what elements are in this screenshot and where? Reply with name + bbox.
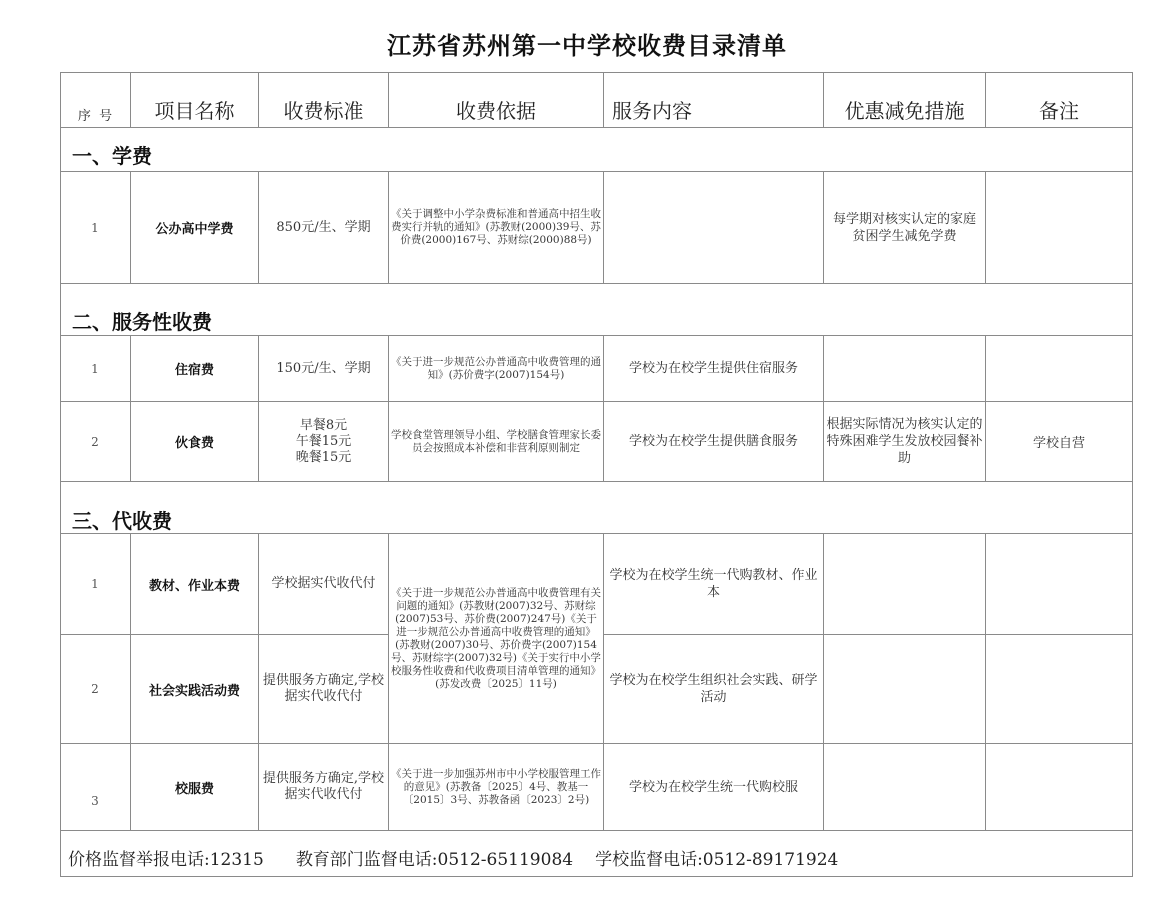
header-discount: 优惠减免措施 bbox=[844, 99, 965, 123]
row-seq: 2 bbox=[91, 682, 99, 696]
row-remark bbox=[986, 635, 1132, 743]
section-title-tuition: 一、学费 bbox=[72, 144, 152, 168]
row-discount bbox=[824, 635, 985, 743]
row-service: 学校为在校学生组织社会实践、研学活动 bbox=[609, 673, 818, 705]
row-service: 学校为在校学生统一代购校服 bbox=[628, 779, 798, 795]
row-discount bbox=[824, 336, 985, 401]
row-fee-standard: 提供服务方确定,学校据实代收代付 bbox=[262, 771, 385, 802]
row-discount bbox=[824, 744, 985, 830]
row-discount: 每学期对核实认定的家庭贫困学生减免学费 bbox=[832, 211, 976, 244]
row-remark bbox=[986, 336, 1132, 401]
row-item-name: 教材、作业本费 bbox=[148, 578, 240, 594]
row-fee-basis: 《关于调整中小学杂费标准和普通高中招生收费实行并轨的通知》(苏教财(2000)39号、苏价费(2000)167号、苏财综(2000)88号) bbox=[391, 208, 601, 246]
header-basis: 收费依据 bbox=[456, 99, 536, 123]
row-item-name: 社会实践活动费 bbox=[148, 683, 240, 699]
row-service bbox=[604, 172, 823, 283]
row-seq: 1 bbox=[91, 577, 99, 591]
row-seq: 1 bbox=[91, 361, 99, 376]
section-title-service-fees: 二、服务性收费 bbox=[72, 310, 212, 334]
row-fee-standard: 学校据实代收代付 bbox=[271, 576, 376, 591]
row-fee-standard: 850元/生、学期 bbox=[276, 219, 371, 235]
supervision-hotlines bbox=[68, 843, 1148, 871]
header-remark: 备注 bbox=[1039, 99, 1079, 123]
row-remark bbox=[986, 172, 1132, 283]
row-seq: 1 bbox=[91, 220, 99, 235]
header-name: 项目名称 bbox=[154, 99, 235, 123]
row-discount: 根据实际情况为核实认定的特殊困难学生发放校园餐补助 bbox=[826, 417, 983, 466]
document-title: 江苏省苏州第一中学校收费目录清单 bbox=[387, 32, 787, 60]
row-remark: 学校自营 bbox=[1032, 436, 1085, 451]
price-hotline: 价格监督举报电话:12315 bbox=[68, 849, 264, 870]
row-fee-standard: 提供服务方确定,学校据实代收代付 bbox=[262, 673, 385, 704]
school-hotline: 学校监督电话:0512-89171924 bbox=[595, 849, 839, 870]
row-fee-basis: 学校食堂管理领导小组、学校膳食管理家长委员会按照成本补偿和非营利原则制定 bbox=[391, 428, 601, 454]
row-remark bbox=[986, 534, 1132, 634]
row-fee-standard: 早餐8元 午餐15元 晚餐15元 bbox=[295, 417, 352, 465]
row-fee-basis: 《关于进一步加强苏州市中小学校服管理工作的意见》(苏教备〔2025〕4号、教基一〔2015〕3号、苏教备函〔2023〕2号) bbox=[391, 767, 601, 806]
row-item-name: 住宿费 bbox=[174, 363, 214, 378]
row-seq: 2 bbox=[91, 434, 99, 449]
header-service: 服务内容 bbox=[612, 99, 692, 123]
education-hotline: 教育部门监督电话:0512-65119084 bbox=[295, 849, 574, 870]
header-seq: 序 号 bbox=[77, 109, 113, 124]
row-discount bbox=[824, 534, 985, 634]
row-item-name: 伙食费 bbox=[174, 436, 214, 451]
section-title-collection: 三、代收费 bbox=[72, 509, 172, 533]
header-standard: 收费标准 bbox=[283, 99, 364, 123]
row-service: 学校为在校学生统一代购教材、作业本 bbox=[609, 568, 818, 600]
row-seq: 3 bbox=[91, 794, 99, 808]
row-item-name: 校服费 bbox=[174, 781, 214, 797]
row-item-name: 公办高中学费 bbox=[155, 222, 234, 237]
row-service: 学校为在校学生提供住宿服务 bbox=[628, 361, 798, 376]
merged-fee-basis: 《关于进一步规范公办普通高中收费管理有关问题的通知》(苏教财(2007)32号、苏财综(2007)53号、苏价费(2007)247号)《关于进一步规范公办普通高中收费管理的通知》(苏教财(2007)30号、苏价费字(2007)154号、苏财综字(2007)32号)《关于实行中小学校服务性收费和代收费项目清单管理的通知》(苏发改费〔2025〕11号) bbox=[391, 586, 601, 690]
row-remark bbox=[986, 744, 1132, 830]
row-service: 学校为在校学生提供膳食服务 bbox=[628, 434, 798, 449]
row-fee-basis: 《关于进一步规范公办普通高中收费管理的通知》(苏价费字(2007)154号) bbox=[391, 355, 601, 381]
row-fee-standard: 150元/生、学期 bbox=[276, 360, 371, 376]
